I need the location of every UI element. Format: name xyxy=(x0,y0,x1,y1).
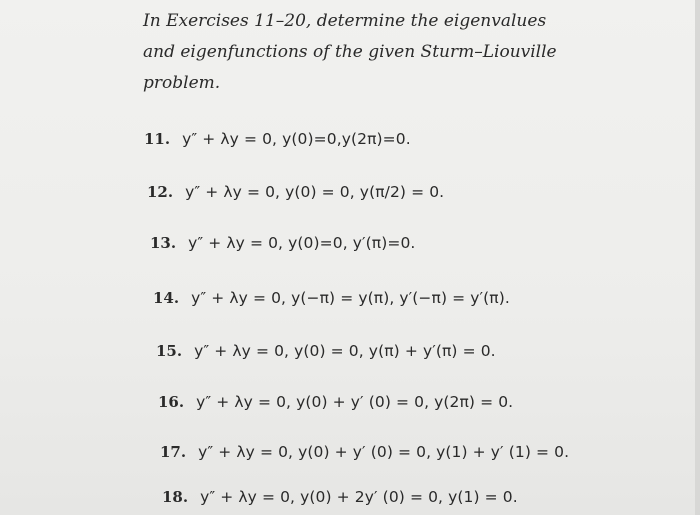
exercise-equation: y″ + λy = 0, y(0)=0, y′(π)=0. xyxy=(188,234,416,252)
exercise-18 xyxy=(162,488,518,506)
exercise-number: 11. xyxy=(144,130,171,148)
exercise-equation: y″ + λy = 0, y(−π) = y(π), y′(−π) = y′(π). xyxy=(191,289,510,307)
exercise-17 xyxy=(160,443,569,461)
exercise-equation: y″ + λy = 0, y(0) + 2y′ (0) = 0, y(1) = 0. xyxy=(200,488,518,506)
exercise-number: 18. xyxy=(162,488,189,506)
exercise-13 xyxy=(150,234,415,252)
exercise-number: 13. xyxy=(150,234,177,252)
exercise-number: 12. xyxy=(147,183,174,201)
exercise-number: 15. xyxy=(156,342,183,360)
exercise-equation: y″ + λy = 0, y(0) = 0, y(π/2) = 0. xyxy=(185,183,445,201)
exercise-equation: y″ + λy = 0, y(0) = 0, y(π) + y′(π) = 0. xyxy=(194,342,496,360)
exercise-12 xyxy=(147,183,444,201)
page-edge xyxy=(695,0,700,515)
exercise-14 xyxy=(153,289,510,307)
instructions-line-3: problem. xyxy=(143,73,221,93)
exercise-equation: y″ + λy = 0, y(0) + y′ (0) = 0, y(1) + y′ (1) = 0. xyxy=(198,443,570,461)
exercise-number: 14. xyxy=(153,289,180,307)
exercise-equation: y″ + λy = 0, y(0) + y′ (0) = 0, y(2π) = 0. xyxy=(196,393,514,411)
exercise-number: 16. xyxy=(158,393,185,411)
exercise-16 xyxy=(158,393,513,411)
exercise-15 xyxy=(156,342,496,360)
exercise-number: 17. xyxy=(160,443,187,461)
exercise-equation: y″ + λy = 0, y(0)=0,y(2π)=0. xyxy=(182,130,411,148)
instructions-line-2: and eigenfunctions of the given Sturm–Liouville xyxy=(143,42,557,62)
instructions-line-1: In Exercises 11–20, determine the eigenvalues xyxy=(143,11,547,31)
exercise-instructions xyxy=(143,6,583,99)
exercise-11 xyxy=(144,130,411,148)
